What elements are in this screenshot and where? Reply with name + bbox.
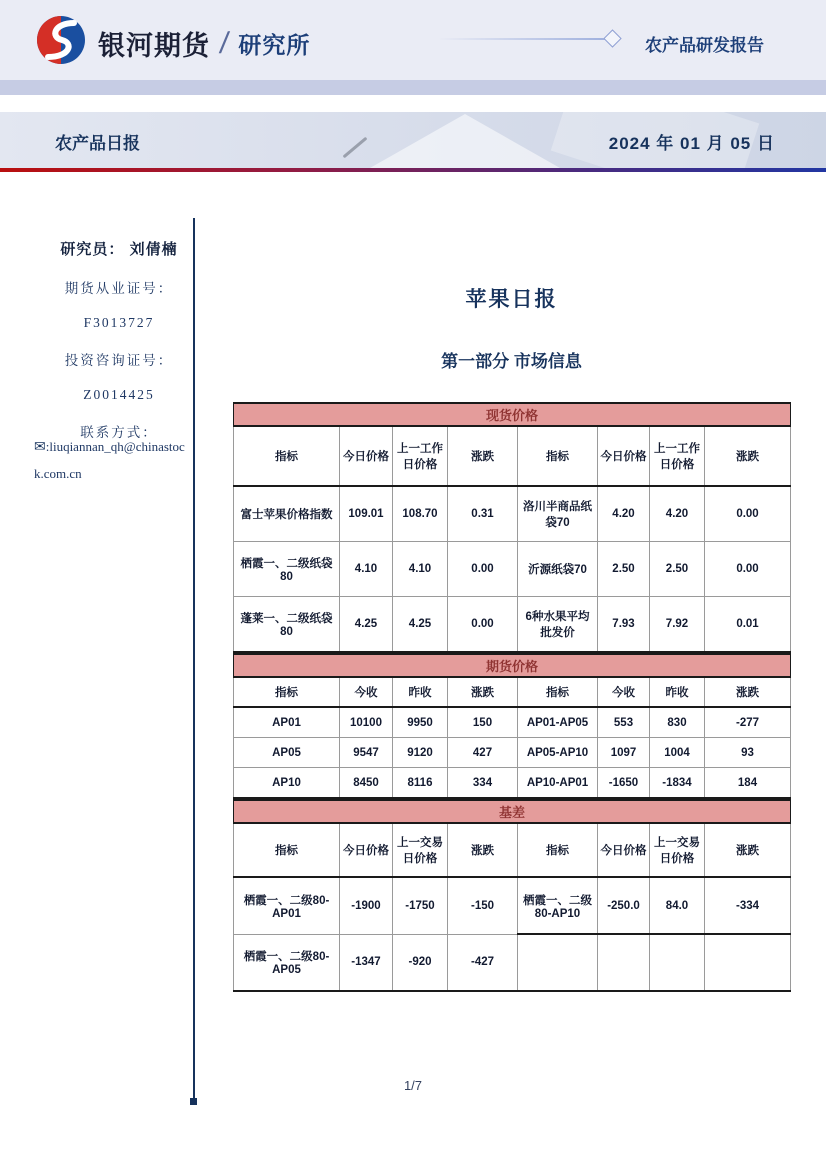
price-table [233,402,791,653]
table-row [234,768,791,799]
table-cell: 2.50 [598,542,650,597]
column-header: 指标 [234,677,340,707]
report-banner [0,112,826,168]
contact-email[interactable] [34,435,186,486]
column-header: 涨跌 [705,426,791,486]
table-cell: 7.93 [598,597,650,653]
column-header: 今日价格 [340,426,393,486]
banner-decoration [343,137,368,159]
table-cell: 8450 [340,768,393,799]
table-cell: -277 [705,707,791,738]
contact-label: 联系方式： [80,425,158,440]
table-cell: 富士苹果价格指数 [234,486,340,542]
table-cell: 4.10 [393,542,448,597]
table-cell [705,934,791,991]
researcher-name: 研究员： 刘倩楠 [60,241,178,258]
table-cell: 2.50 [650,542,705,597]
table-cell [650,934,705,991]
table-cell: 0.00 [448,597,518,653]
banner-title: 农产品日报 [55,134,140,153]
column-header: 涨跌 [705,677,791,707]
column-header: 昨收 [650,677,705,707]
table-cell: -1834 [650,768,705,799]
table-cell: 830 [650,707,705,738]
column-header: 今日价格 [598,426,650,486]
table-cell: 7.92 [650,597,705,653]
table-cell: AP10 [234,768,340,799]
table-cell: 沂源纸袋70 [518,542,598,597]
decorative-line [438,38,608,40]
column-header: 上一交易日价格 [393,823,448,877]
column-header: 指标 [518,677,598,707]
table-band-title: 现货价格 [234,403,791,426]
page-number: 1/7 [403,1078,423,1093]
column-header: 指标 [518,823,598,877]
table-cell: -334 [705,877,791,934]
column-header: 今收 [598,677,650,707]
table-cell [598,934,650,991]
table-cell: 184 [705,768,791,799]
table-band-title: 期货价格 [234,654,791,677]
table-row [234,934,791,991]
table-cell: 84.0 [650,877,705,934]
table-cell: AP01 [234,707,340,738]
report-type-label: 农产品研发报告 [645,36,764,55]
column-header: 涨跌 [448,823,518,877]
brand-division: 研究所 [238,32,311,58]
table-cell: 9950 [393,707,448,738]
page-title: 苹果日报 [465,288,558,311]
table-cell: 10100 [340,707,393,738]
column-header: 指标 [234,823,340,877]
table-band-title: 基差 [234,800,791,823]
column-header: 今日价格 [340,823,393,877]
table-cell: 栖霞一、二级80-AP05 [234,934,340,991]
column-header: 上一交易日价格 [650,823,705,877]
table-cell: AP05-AP10 [518,738,598,768]
table-cell: 栖霞一、二级80-AP10 [518,877,598,934]
table-cell: 553 [598,707,650,738]
column-header: 今收 [340,677,393,707]
table-cell: 4.10 [340,542,393,597]
table-cell: AP10-AP01 [518,768,598,799]
table-row [234,738,791,768]
table-cell: -920 [393,934,448,991]
price-table [233,799,791,992]
credential-number: Z0014425 [83,387,155,402]
table-cell: 蓬莱一、二级纸袋 80 [234,597,340,653]
credential-label: 期货从业证号： [64,281,174,296]
sidebar-divider-cap [190,1098,197,1105]
table-cell: 0.01 [705,597,791,653]
brand-slash: / [217,26,231,60]
sidebar-divider [193,218,195,1102]
price-table [233,653,791,799]
table-cell: -1347 [340,934,393,991]
table-cell: 4.25 [393,597,448,653]
brand-name: 银河期货 [98,31,210,61]
header-divider-band [0,80,826,95]
column-header: 涨跌 [705,823,791,877]
column-header: 指标 [234,426,340,486]
column-header: 指标 [518,426,598,486]
table-row [234,877,791,934]
credential-label: 投资咨询证号： [64,353,174,368]
table-cell: -250.0 [598,877,650,934]
column-header: 上一工作日价格 [650,426,705,486]
table-cell: 93 [705,738,791,768]
table-cell: 0.00 [705,542,791,597]
table-cell [518,934,598,991]
table-cell: 4.20 [598,486,650,542]
envelope-icon: ✉ [34,440,46,455]
table-cell: 9120 [393,738,448,768]
email-text: :liuqiannan_qh@chinastock.com.cn [34,439,185,481]
table-cell: 4.25 [340,597,393,653]
red-blue-rule [0,168,826,172]
column-header: 今日价格 [598,823,650,877]
table-cell: 栖霞一、二级纸袋 80 [234,542,340,597]
table-cell: 栖霞一、二级80-AP01 [234,877,340,934]
table-cell: 0.00 [448,542,518,597]
table-cell: -427 [448,934,518,991]
diamond-icon [603,29,621,47]
table-cell: 8116 [393,768,448,799]
table-cell: 1097 [598,738,650,768]
table-cell: -150 [448,877,518,934]
table-cell: 9547 [340,738,393,768]
column-header: 昨收 [393,677,448,707]
table-cell: 108.70 [393,486,448,542]
table-cell: 427 [448,738,518,768]
column-header: 涨跌 [448,426,518,486]
table-cell: -1900 [340,877,393,934]
table-cell: 0.00 [705,486,791,542]
table-cell: 洛川半商品纸袋70 [518,486,598,542]
table-cell: 109.01 [340,486,393,542]
banner-decoration [370,114,560,168]
table-cell: 6种水果平均批发价 [518,597,598,653]
report-date: 2024 年 01 月 05 日 [608,134,775,153]
table-cell: -1750 [393,877,448,934]
market-tables [233,402,790,992]
table-cell: AP05 [234,738,340,768]
table-cell: AP01-AP05 [518,707,598,738]
column-header: 涨跌 [448,677,518,707]
table-row [234,707,791,738]
table-row [234,542,791,597]
table-row [234,597,791,653]
table-cell: 1004 [650,738,705,768]
top-header [0,0,826,80]
table-row [234,486,791,542]
table-cell: 150 [448,707,518,738]
credential-number: F3013727 [83,315,155,330]
table-cell: -1650 [598,768,650,799]
galaxy-futures-logo-icon [36,15,86,65]
column-header: 上一工作日价格 [393,426,448,486]
table-cell: 0.31 [448,486,518,542]
table-cell: 4.20 [650,486,705,542]
section-title: 第一部分 市场信息 [441,352,582,371]
researcher-sidebar [50,238,188,459]
table-cell: 334 [448,768,518,799]
